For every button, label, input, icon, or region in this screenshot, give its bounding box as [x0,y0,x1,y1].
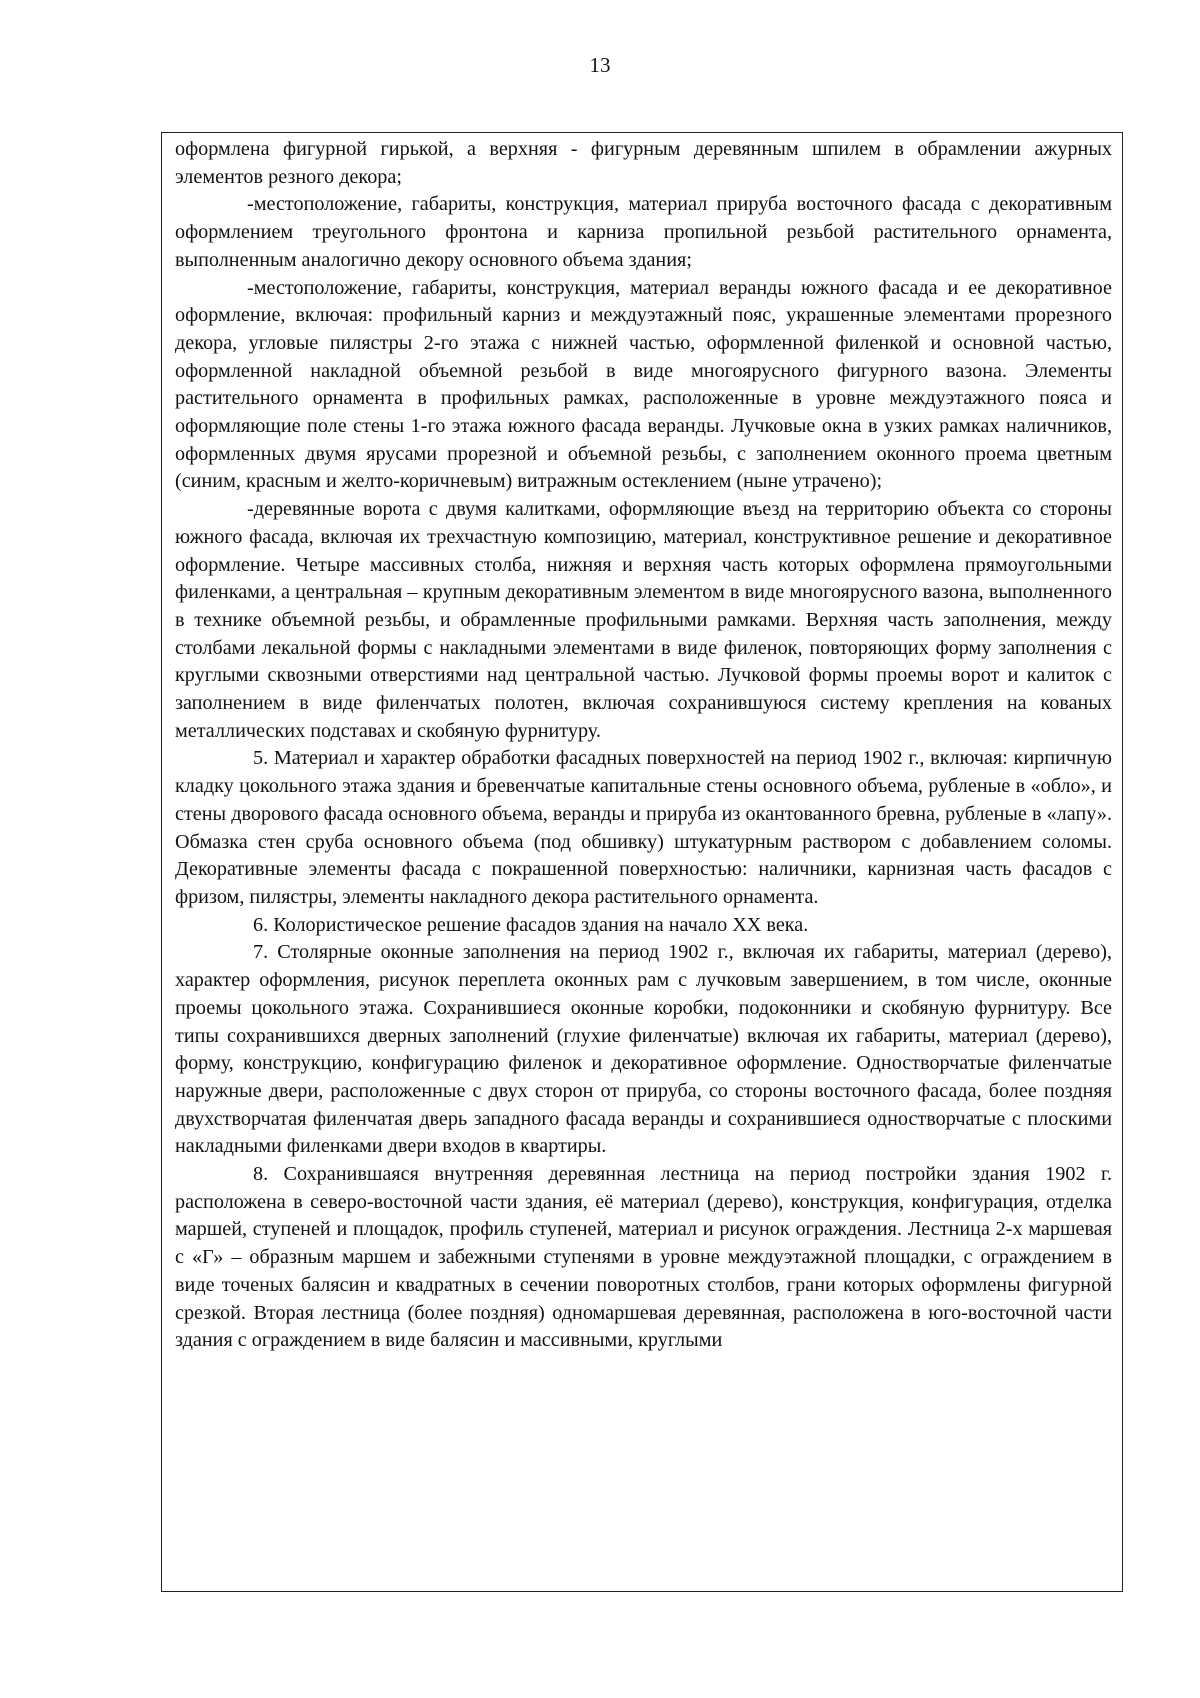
text-frame [161,132,1123,1592]
paragraph-extension-east: -местоположение, габариты, конструкция, материал прируба восточного фасада с декоративным оформлением треугольного фронтона и карниза пропильной резьбой растительного орнамента, выполненным аналогично декору основного объема здания; [175,193,1112,271]
paragraph-item-5: 5. Материал и характер обработки фасадных поверхностей на период 1902 г., включая: кирпичную кладку цокольного этажа здания и бревенчатые капитальные стены основного объема, рубленые в «обло», и стены дворового фасада основного объема, веранды и прируба из окантованного бревна, рубленые в «лапу». Обмазка стен сруба основного объема (под обшивку) штукатурным раствором с добавлением соломы. Декоративные элементы фасада с покрашенной поверхностью: наличники, карнизная часть фасадов с фризом, пилястры, элементы накладного декора растительного орнамента. [175,747,1112,908]
paragraph-wooden-gates: -деревянные ворота с двумя калитками, оформляющие въезд на территорию объекта со стороны южного фасада, включая их трехчастную композицию, материал, конструктивное решение и декоративное оформление. Четыре массивных столба, нижняя и верхняя часть которых оформлена прямоугольными филенками, а центральная – крупным декоративным элементом в виде многоярусного вазона, выполненного в технике объемной резьбы, и обрамленные профильными рамками. Верхняя часть заполнения, между столбами лекальной формы с накладными элементами в виде филенок, повторяющих форму заполнения с круглыми сквозными отверстиями над центральной частью. Лучковой формы проемы ворот и калиток с заполнением в виде филенчатых полотен, включая сохранившуюся систему крепления на кованых металлических подставах и скобяную фурнитуру. [175,498,1112,742]
paragraph-item-8: 8. Сохранившаяся внутренняя деревянная лестница на период постройки здания 1902 г. расположена в северо-восточной части здания, её материал (дерево), конструкция, конфигурация, отделка маршей, ступеней и площадок, профиль ступеней, материал и рисунок ограждения. Лестница 2-х маршевая с «Г» – образным маршем и забежными ступенями в уровне междуэтажной площадки, с ограждением в виде точеных балясин и квадратных в сечении поворотных столбов, грани которых оформлены фигурной срезкой. Вторая лестница (более поздняя) одномаршевая деревянная, расположена в юго-восточной части здания с ограждением в виде балясин и массивными, круглыми [175,1163,1112,1352]
paragraph-veranda-south: -местоположение, габариты, конструкция, материал веранды южного фасада и ее декоративное оформление, включая: профильный карниз и междуэтажный пояс, украшенные элементами прорезного декора, угловые пилястры 2-го этажа с нижней частью, оформленной филенкой и основной частью, оформленной накладной объемной резьбой в виде многоярусного фигурного вазона. Элементы растительного орнамента в профильных рамках, расположенные в уровне междуэтажного пояса и оформляющие поле стены 1-го этажа южного фасада веранды. Лучковые окна в узких рамках наличников, оформленных двумя ярусами прорезной и объемной резьбы, с заполнением оконного проема цветным (синим, красным и желто-коричневым) витражным остеклением (ныне утрачено); [175,276,1112,493]
page-number: 13 [589,53,611,77]
paragraph-item-6: 6. Колористическое решение фасадов здания на начало XX века. [253,913,809,936]
paragraph-item-7: 7. Столярные оконные заполнения на период 1902 г., включая их габариты, материал (дерево), характер оформления, рисунок переплета оконных рам с лучковым завершением, в том числе, оконные проемы цокольного этажа. Сохранившиеся оконные коробки, подоконники и скобяную фурнитуру. Все типы сохранившихся дверных заполнений (глухие филенчатые) включая их габариты, материал (дерево), форму, конструкцию, конфигурацию филенок и декоративное оформление. Одностворчатые филенчатые наружные двери, расположенные с двух сторон от прируба, со стороны восточного фасада, более поздняя двухстворчатая филенчатая дверь западного фасада веранды и сохранившиеся одностворчатые с плоскими накладными филенками двери входов в квартиры. [175,941,1112,1158]
paragraph-continuation: оформлена фигурной гирькой, а верхняя - фигурным деревянным шпилем в обрамлении ажурных элементов резного декора; [175,138,1112,188]
